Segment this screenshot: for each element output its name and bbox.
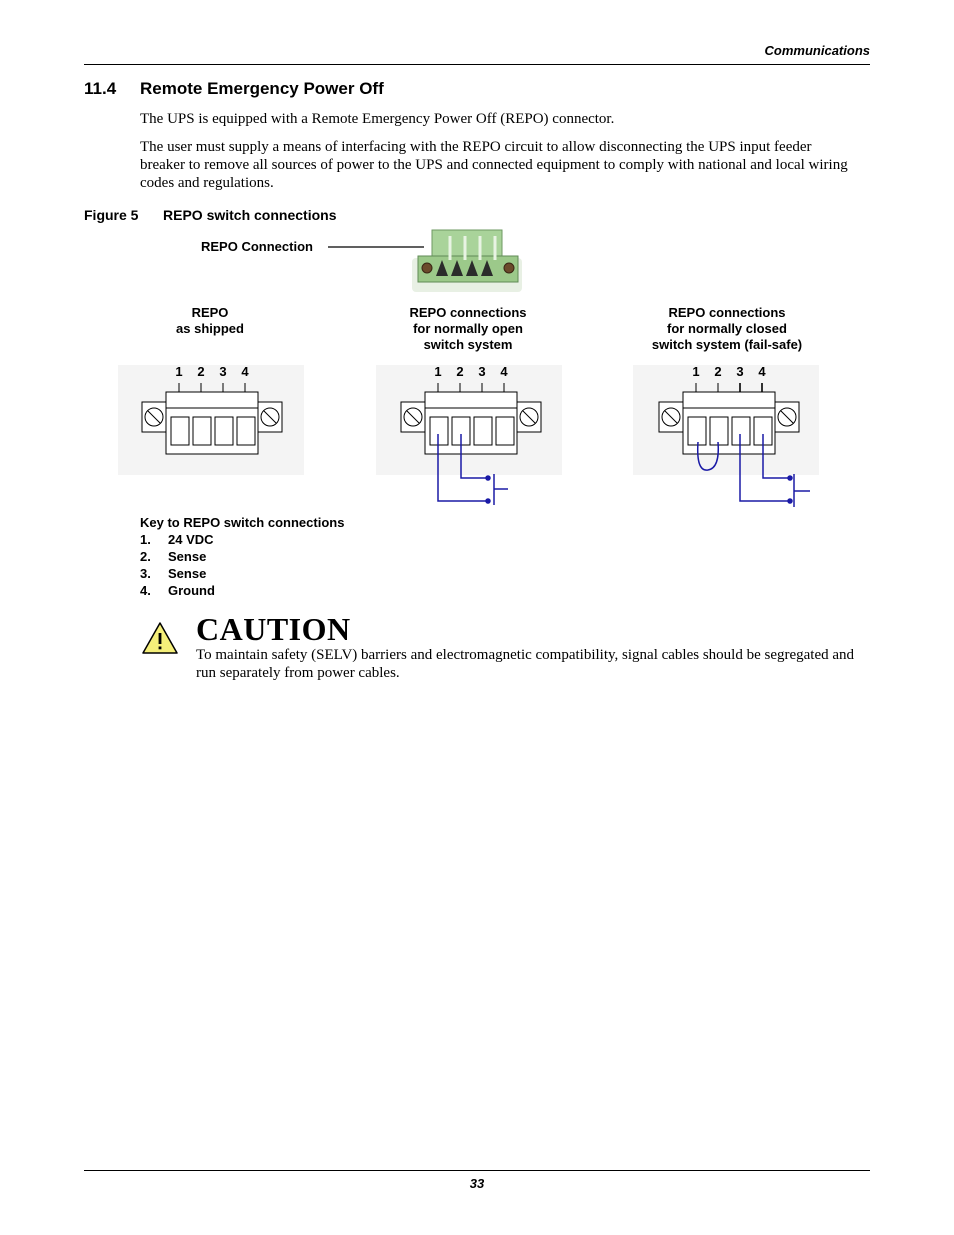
panel-1-pin-3: 3 xyxy=(219,364,227,379)
panel-3-terminal-block xyxy=(633,364,819,475)
repo-key-title: Key to REPO switch connections xyxy=(140,515,345,530)
repo-key-item: 2. Sense xyxy=(140,549,207,564)
panel-2-pin-4: 4 xyxy=(500,364,508,379)
panel-3-pin-4: 4 xyxy=(758,364,766,379)
panel-1-title-line-2: as shipped xyxy=(176,321,244,336)
panel-2-terminal-block xyxy=(376,364,562,475)
panel-2-pin-2: 2 xyxy=(456,364,464,379)
panel-3-pin-1: 1 xyxy=(692,364,700,379)
paragraph-intro: The UPS is equipped with a Remote Emergency Power Off (REPO) connector. xyxy=(140,111,615,127)
panel-1-pin-1: 1 xyxy=(175,364,183,379)
page-number: 33 xyxy=(469,1176,485,1191)
panel-1-pin-4: 4 xyxy=(241,364,249,379)
panel-2-pin-1: 1 xyxy=(434,364,442,379)
repo-key-item: 3. Sense xyxy=(140,566,207,581)
header-rule xyxy=(84,64,870,65)
paragraph-requirement: The user must supply a means of interfacing with the REPO circuit to allow disconnecting the UPS input feeder breaker to remove all sources of power to the UPS and connected equipment to comply with national and local wiring codes and regulations. xyxy=(140,139,848,191)
warning-triangle-icon xyxy=(140,620,180,656)
footer-rule xyxy=(84,1170,870,1171)
repo-connection-label: REPO Connection xyxy=(201,239,313,254)
repo-key-item: 1. 24 VDC xyxy=(140,532,214,547)
panel-3-title-line-2: for normally closed xyxy=(667,321,787,336)
running-header: Communications xyxy=(764,43,870,58)
figure-title: REPO switch connections xyxy=(163,207,337,223)
repo-key-item: 4. Ground xyxy=(140,583,215,598)
panel-2-title-line-3: switch system xyxy=(423,337,513,352)
panel-2-title-line-1: REPO connections xyxy=(409,305,527,320)
figure-number: Figure 5 xyxy=(84,207,139,223)
panel-2-title-line-2: for normally open xyxy=(413,321,523,336)
caution-title: CAUTION xyxy=(196,611,351,647)
section-heading xyxy=(84,79,384,99)
panel-3-title-line-3: switch system (fail-safe) xyxy=(651,337,803,352)
section-number: 11.4 xyxy=(84,79,117,98)
repo-diagram xyxy=(100,220,830,510)
panel-1-title-line-1: REPO xyxy=(191,305,229,320)
section-title: Remote Emergency Power Off xyxy=(140,79,384,98)
caution-text: To maintain safety (SELV) barriers and electromagnetic compatibility, signal cables should be segregated and run separately from power cables. xyxy=(196,647,855,681)
panel-1-pin-2: 2 xyxy=(197,364,205,379)
repo-connector-image xyxy=(412,230,522,292)
panel-1-terminal-block xyxy=(118,364,304,475)
panel-3-pin-3: 3 xyxy=(736,364,744,379)
panel-2-pin-3: 3 xyxy=(478,364,486,379)
repo-key xyxy=(140,514,344,599)
panel-3-pin-2: 2 xyxy=(714,364,722,379)
panel-3-title-line-1: REPO connections xyxy=(668,305,786,320)
